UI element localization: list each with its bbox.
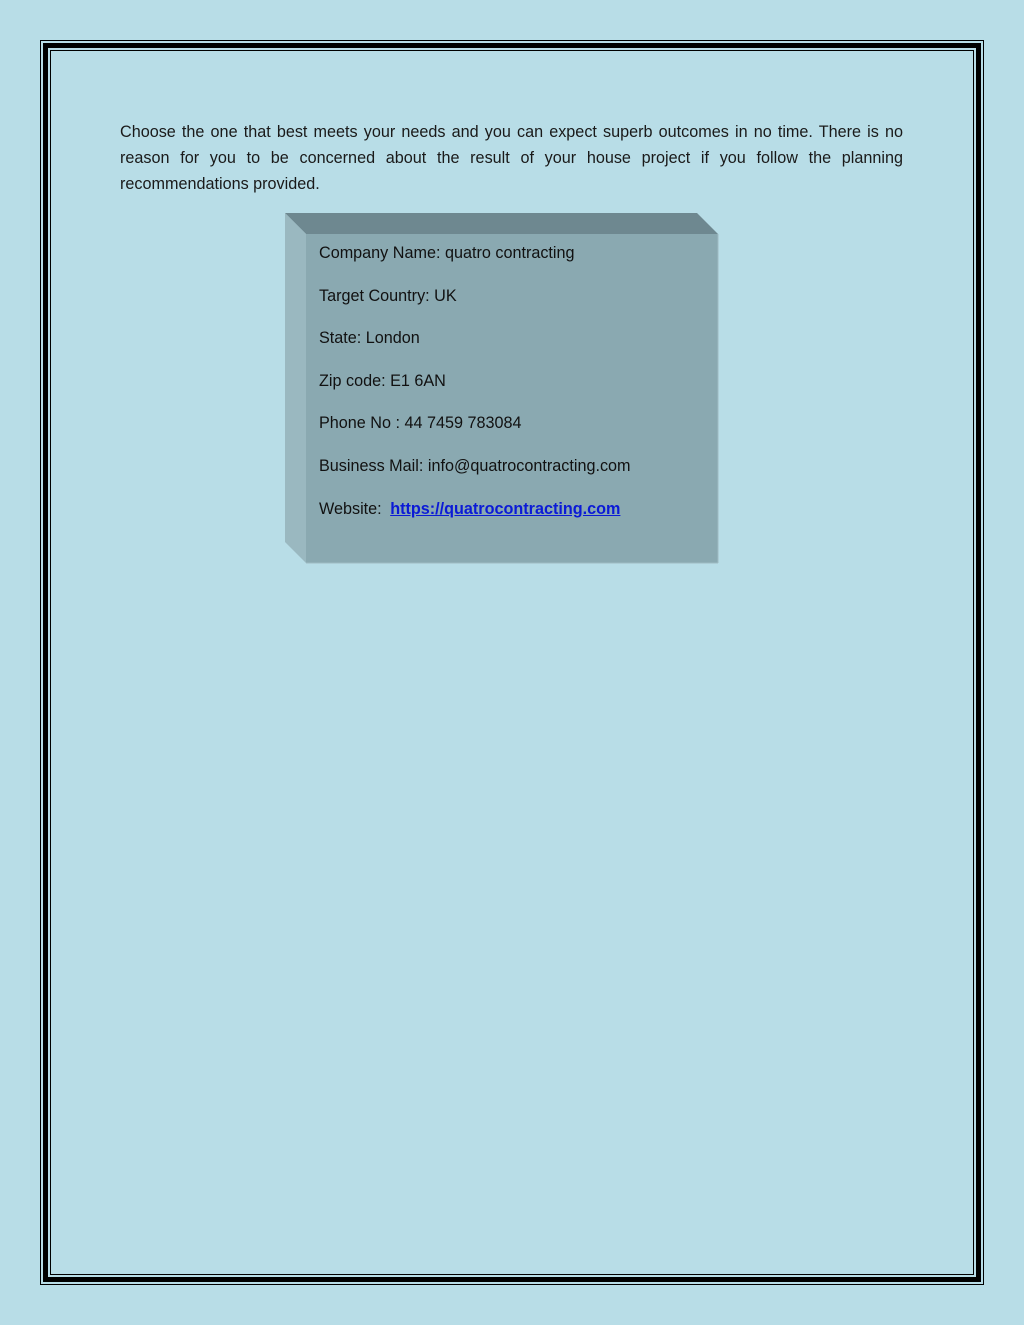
website-link[interactable]: https://quatrocontracting.com [390, 499, 621, 518]
state: State: London [319, 329, 420, 348]
website-row [319, 496, 709, 522]
zip-code: Zip code: E1 6AN [319, 371, 446, 390]
website-label: Website: [319, 499, 382, 518]
info-box-left-bevel [285, 213, 306, 563]
business-mail: Business Mail: info@quatrocontracting.com [319, 456, 631, 475]
target-country: Target Country: UK [319, 286, 457, 305]
company-name: Company Name: quatro contracting [319, 244, 575, 262]
contact-info-list [319, 240, 709, 538]
info-box-top-bevel [285, 213, 718, 234]
intro-paragraph: Choose the one that best meets your needs and you can expect superb outcomes in no time. There is no reason for you to be concerned about the result of your house project if you follow the planning recommendations provided. [120, 123, 903, 193]
phone-number: Phone No : 44 7459 783084 [319, 414, 522, 433]
